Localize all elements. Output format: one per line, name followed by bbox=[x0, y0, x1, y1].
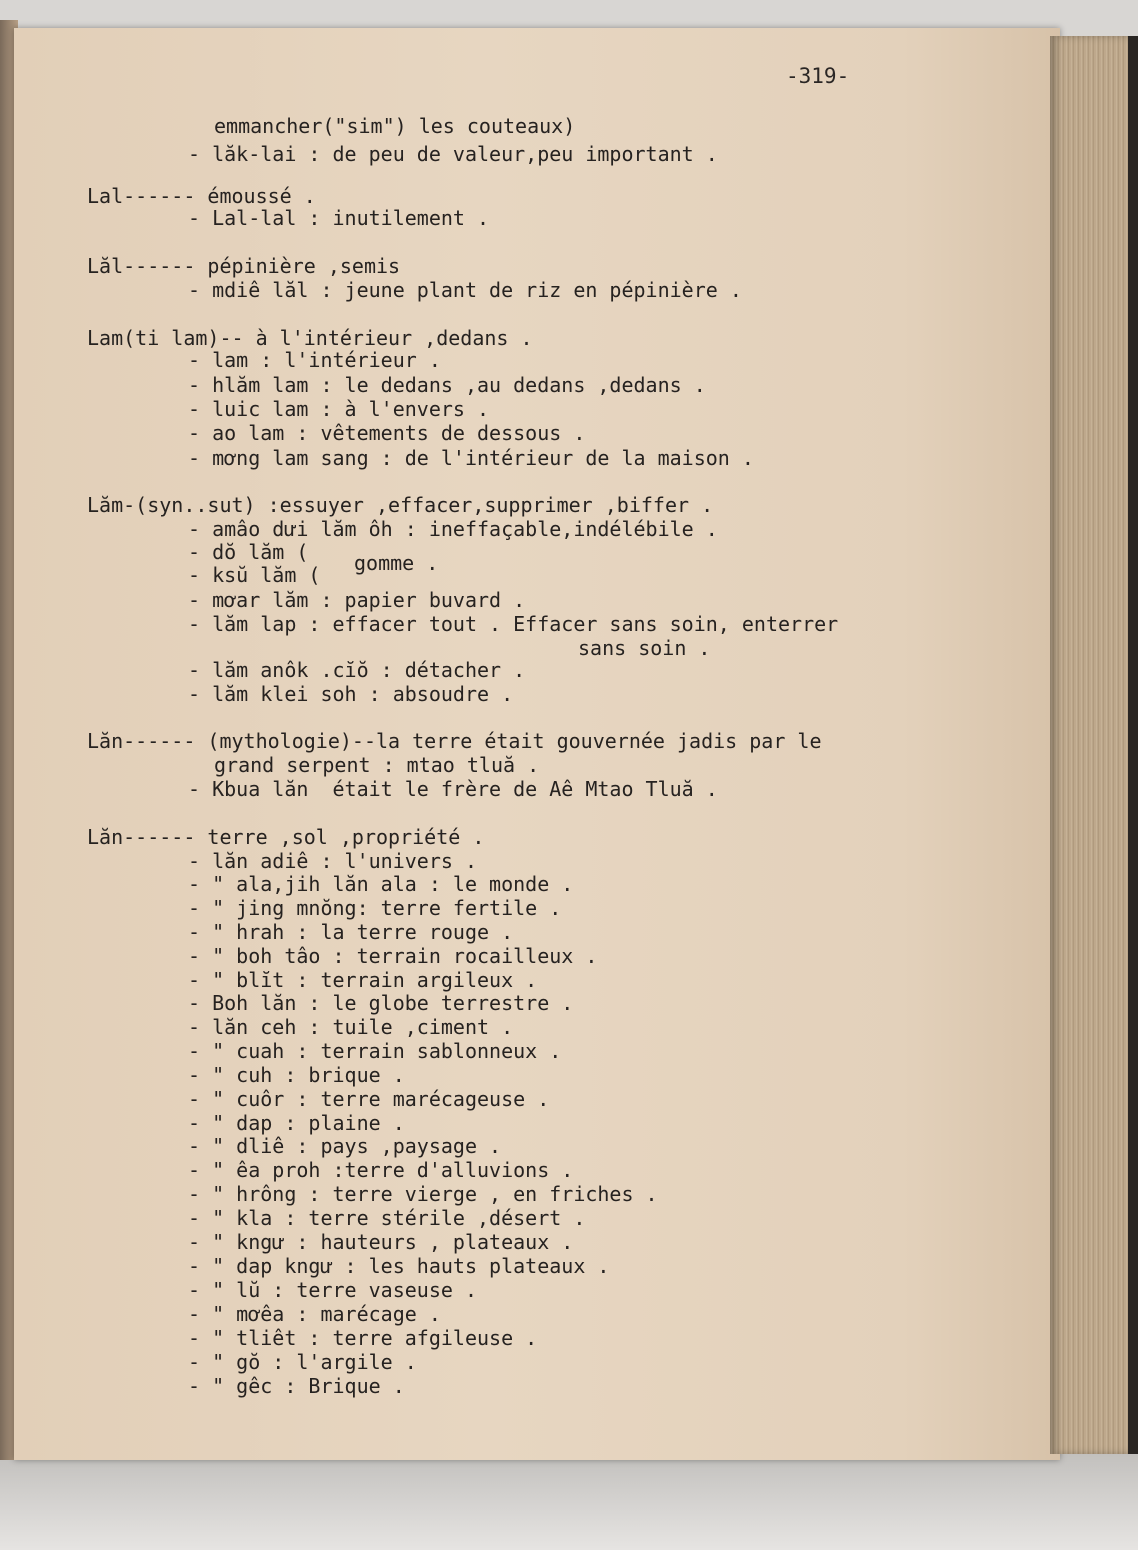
page-number: -319- bbox=[786, 64, 850, 88]
text-line: - " hrah : la terre rouge . bbox=[188, 920, 514, 944]
text-line: Lăm-(syn..sut) :essuyer ,effacer,supprimer ,biffer . bbox=[87, 493, 714, 517]
text-line: - lăm anôk .cĭŏ : détacher . bbox=[188, 658, 526, 682]
text-line: - " dliê : pays ,paysage . bbox=[188, 1134, 502, 1158]
text-line: sans soin . bbox=[578, 636, 711, 660]
text-line: - " blĭt : terrain argileux . bbox=[188, 968, 538, 992]
text-line: gomme . bbox=[354, 551, 439, 575]
text-line: Lăn------ (mythologie)--la terre était gouvernée jadis par le bbox=[87, 729, 822, 753]
text-line: - lăm klei soh : absoudre . bbox=[188, 682, 514, 706]
text-line: - amâo dưi lăm ôh : ineffaçable,indélébile . bbox=[188, 517, 718, 541]
text-line: - " tliêt : terre afgileuse . bbox=[188, 1326, 538, 1350]
text-line: - lăn ceh : tuile ,ciment . bbox=[188, 1015, 514, 1039]
text-line: - " gŏ : l'argile . bbox=[188, 1350, 417, 1374]
text-line: - " lŭ : terre vaseuse . bbox=[188, 1278, 477, 1302]
text-line: - lam : l'intérieur . bbox=[188, 348, 441, 372]
text-line: - Kbua lăn était le frère de Aê Mtao Tluă . bbox=[188, 777, 718, 801]
text-line: - dŏ lăm ( bbox=[188, 540, 309, 564]
text-line: - " dap kngư : les hauts plateaux . bbox=[188, 1254, 610, 1278]
text-line: - ao lam : vêtements de dessous . bbox=[188, 421, 586, 445]
text-line: - " boh tâo : terrain rocailleux . bbox=[188, 944, 598, 968]
text-line: - " mơêa : marécage . bbox=[188, 1302, 441, 1326]
text-line: - luic lam : à l'envers . bbox=[188, 397, 490, 421]
text-line: - mơng lam sang : de l'intérieur de la maison . bbox=[188, 446, 754, 470]
text-line: - mơar lăm : papier buvard . bbox=[188, 588, 526, 612]
text-line: - ksŭ lăm ( bbox=[188, 563, 321, 587]
text-line: Lal------ émoussé . bbox=[87, 184, 316, 208]
text-line: grand serpent : mtao tluă . bbox=[214, 753, 540, 777]
text-line: - hlăm lam : le dedans ,au dedans ,dedans . bbox=[188, 373, 706, 397]
text-line: emmancher("sim") les couteaux) bbox=[214, 114, 576, 138]
text-line: - " cuôr : terre marécageuse . bbox=[188, 1087, 550, 1111]
text-line: Lăn------ terre ,sol ,propriété . bbox=[87, 825, 485, 849]
text-line: Lăl------ pépinière ,semis bbox=[87, 254, 401, 278]
text-line: - " dap : plaine . bbox=[188, 1111, 405, 1135]
text-line: - mdiê lăl : jeune plant de riz en pépinière . bbox=[188, 278, 742, 302]
text-line: - " hrông : terre vierge , en friches . bbox=[188, 1182, 658, 1206]
text-line: - " ala,jih lăn ala : le monde . bbox=[188, 872, 574, 896]
text-line: - Lal-lal : inutilement . bbox=[188, 206, 490, 230]
text-line: - " jing mnŏng: terre fertile . bbox=[188, 896, 562, 920]
text-line: - lăn adiê : l'univers . bbox=[188, 849, 477, 873]
text-line: - lăm lap : effacer tout . Effacer sans soin, enterrer bbox=[188, 612, 839, 636]
text-line: - " kla : terre stérile ,désert . bbox=[188, 1206, 586, 1230]
text-line: - " cuh : brique . bbox=[188, 1063, 405, 1087]
text-line: - " cuah : terrain sablonneux . bbox=[188, 1039, 562, 1063]
text-line: - Boh lăn : le globe terrestre . bbox=[188, 991, 574, 1015]
text-line: - " êa proh :terre d'alluvions . bbox=[188, 1158, 574, 1182]
text-line: Lam(ti lam)-- à l'intérieur ,dedans . bbox=[87, 326, 533, 350]
text-line: - " gêc : Brique . bbox=[188, 1374, 405, 1398]
text-line: - " kngư : hauteurs , plateaux . bbox=[188, 1230, 574, 1254]
text-line: - lăk-lai : de peu de valeur,peu important . bbox=[188, 142, 718, 166]
